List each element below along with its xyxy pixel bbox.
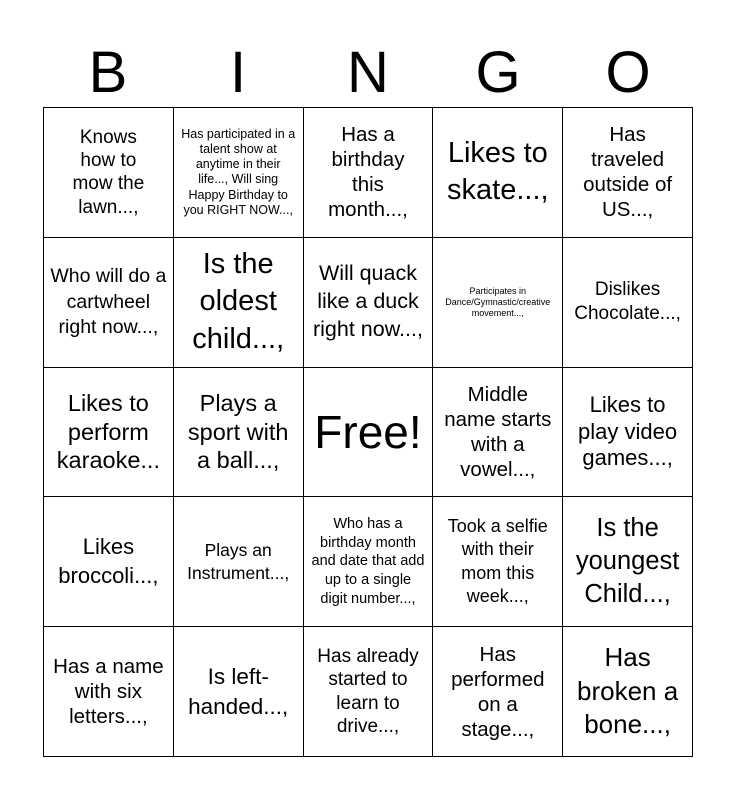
cell-text: Has participated in a talent show at anytime in their life..., Will sing Happy Birthday to you RIGHT NOW..., bbox=[181, 126, 296, 217]
cell-text: Likes to perform karaoke... bbox=[56, 390, 160, 474]
cell-text: Is left-handed..., bbox=[188, 664, 289, 719]
bingo-cell-r4-c5[interactable] bbox=[563, 497, 693, 627]
bingo-cell-r4-c2[interactable] bbox=[174, 497, 304, 627]
header-letter-i: I bbox=[229, 40, 247, 105]
bingo-cell-r1-c2[interactable] bbox=[174, 108, 304, 238]
bingo-cell-r5-c1[interactable] bbox=[44, 627, 174, 757]
bingo-cell-r1-c4[interactable] bbox=[433, 108, 563, 238]
cell-text: Who has a birthday month and date that add up to a single digit number..., bbox=[311, 515, 425, 608]
cell-text: Plays an Instrument..., bbox=[187, 540, 290, 583]
bingo-cell-r3-c2[interactable] bbox=[174, 368, 304, 498]
bingo-cell-r5-c3[interactable] bbox=[304, 627, 434, 757]
cell-text: Is the oldest child..., bbox=[192, 247, 285, 356]
cell-text: Participates in Dance/Gymnastic/creative movement..., bbox=[445, 285, 551, 318]
bingo-cell-r2-c5[interactable] bbox=[563, 238, 693, 368]
bingo-cell-r3-c3[interactable] bbox=[304, 368, 434, 498]
cell-text: Likes to skate..., bbox=[447, 136, 549, 207]
cell-text: Who will do a cartwheel right now..., bbox=[50, 265, 167, 338]
bingo-cell-r3-c4[interactable] bbox=[433, 368, 563, 498]
bingo-cell-r4-c1[interactable] bbox=[44, 497, 174, 627]
cell-text: Has traveled outside of US..., bbox=[583, 123, 673, 222]
cell-text: Likes to play video games..., bbox=[578, 391, 678, 471]
cell-text: Knows how to mow the lawn..., bbox=[72, 127, 145, 218]
cell-text: Dislikes Chocolate..., bbox=[574, 278, 681, 325]
cell-text: Likes broccoli..., bbox=[58, 534, 159, 588]
cell-text: Plays a sport with a ball..., bbox=[187, 390, 289, 474]
bingo-cell-r1-c5[interactable] bbox=[563, 108, 693, 238]
bingo-card-grid bbox=[43, 107, 693, 757]
cell-text: Has a birthday this month..., bbox=[328, 123, 408, 222]
cell-text: Will quack like a duck right now..., bbox=[313, 261, 423, 342]
bingo-cell-r3-c5[interactable] bbox=[563, 368, 693, 498]
free-space: Free! bbox=[314, 405, 422, 458]
bingo-cell-r5-c2[interactable] bbox=[174, 627, 304, 757]
header-letter-n: N bbox=[347, 40, 389, 105]
header-letter-o: O bbox=[605, 40, 651, 105]
bingo-cell-r1-c3[interactable] bbox=[304, 108, 434, 238]
bingo-cell-r3-c1[interactable] bbox=[44, 368, 174, 498]
bingo-cell-r5-c5[interactable] bbox=[563, 627, 693, 757]
cell-text: Has broken a bone..., bbox=[577, 641, 679, 740]
bingo-cell-r4-c4[interactable] bbox=[433, 497, 563, 627]
bingo-cell-r2-c1[interactable] bbox=[44, 238, 174, 368]
bingo-header bbox=[43, 40, 693, 106]
cell-text: Has performed on a stage..., bbox=[451, 642, 545, 741]
bingo-cell-r2-c3[interactable] bbox=[304, 238, 434, 368]
cell-text: Is the youngest Child..., bbox=[575, 514, 680, 609]
bingo-cell-r1-c1[interactable] bbox=[44, 108, 174, 238]
cell-text: Has a name with six letters..., bbox=[53, 655, 164, 729]
cell-text: Middle name starts with a vowel..., bbox=[444, 382, 552, 481]
bingo-cell-r5-c4[interactable] bbox=[433, 627, 563, 757]
cell-text: Took a selfie with their mom this week..., bbox=[447, 516, 548, 607]
bingo-cell-r4-c3[interactable] bbox=[304, 497, 434, 627]
bingo-cell-r2-c4[interactable] bbox=[433, 238, 563, 368]
header-letter-b: B bbox=[88, 40, 128, 105]
bingo-cell-r2-c2[interactable] bbox=[174, 238, 304, 368]
header-letter-g: G bbox=[475, 40, 521, 105]
cell-text: Has already started to learn to drive..., bbox=[317, 646, 419, 737]
